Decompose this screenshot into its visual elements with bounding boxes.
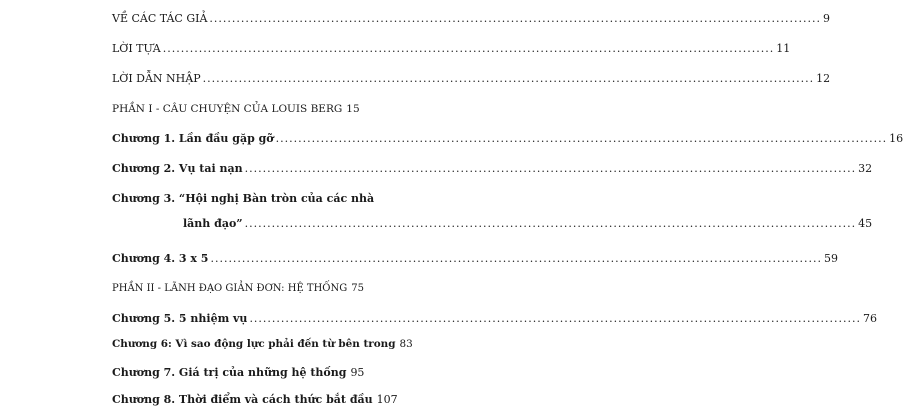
toc-entry-chapter-8	[112, 393, 398, 407]
toc-entry-preface	[112, 42, 791, 56]
toc-entry-title: Chương 1. Lần đầu gặp gỡ	[112, 132, 274, 145]
toc-entry-title: PHẦN II - LÃNH ĐẠO GIẢN ĐƠN: HỆ THỐNG	[112, 283, 348, 294]
toc-entry-page: 16	[889, 132, 903, 145]
toc-entry-page: 95	[350, 366, 365, 379]
toc-entry-page: 15	[346, 103, 360, 115]
toc-entry-page: 76	[862, 312, 877, 325]
toc-entry-part-2	[112, 282, 364, 296]
toc-entry-page: 9	[822, 12, 830, 25]
toc-entry-page: 107	[376, 393, 398, 406]
dot-leader	[203, 72, 815, 86]
toc-entry-title: Chương 2. Vụ tai nạn	[112, 162, 243, 175]
toc-entry-page: 32	[858, 162, 873, 175]
toc-entry-chapter-7	[112, 366, 365, 380]
toc-entry-page: 75	[351, 283, 364, 294]
toc-entry-chapter-4	[112, 252, 838, 266]
toc-entry-title: PHẦN I - CÂU CHUYỆN CỦA LOUIS BERG	[112, 103, 343, 115]
toc-entry-title: VỀ CÁC TÁC GIẢ	[112, 12, 208, 25]
dot-leader	[209, 12, 821, 26]
toc-entry-title: Chương 5. 5 nhiệm vụ	[112, 312, 248, 325]
toc-entry-title: Chương 6: Vì sao động lực phải đến từ bên trong	[112, 338, 396, 350]
toc-entry-chapter-2	[112, 162, 873, 176]
toc-entry-introduction	[112, 72, 831, 86]
toc-entry-chapter-5	[112, 312, 877, 326]
toc-entry-title-continued: lãnh đạo”	[183, 217, 243, 230]
toc-entry-page: 12	[816, 72, 831, 85]
dot-leader	[245, 162, 857, 176]
dot-leader	[249, 312, 861, 326]
dot-leader	[210, 252, 822, 266]
dot-leader	[276, 132, 888, 146]
toc-entry-chapter-6	[112, 337, 413, 351]
toc-entry-title: Chương 4. 3 x 5	[112, 252, 209, 265]
dot-leader	[245, 217, 857, 231]
toc-entry-title: Chương 3. “Hội nghị Bàn tròn của các nhà	[112, 192, 375, 205]
toc-entry-chapter-3	[112, 192, 873, 231]
toc-entry-title: Chương 8. Thời điểm và cách thức bắt đầu	[112, 393, 373, 406]
toc-entry-continuation	[112, 217, 873, 231]
dot-leader	[163, 42, 775, 56]
toc-entry-part-1	[112, 102, 360, 116]
toc-entry-chapter-1	[112, 132, 903, 146]
toc-entry-title: LỜI DẪN NHẬP	[112, 72, 201, 85]
toc-entry-page: 11	[776, 42, 791, 55]
toc-entry-about-authors	[112, 12, 830, 26]
toc-entry-page: 83	[399, 338, 413, 350]
toc-entry-page: 45	[858, 217, 873, 230]
toc-entry-page: 59	[824, 252, 838, 265]
toc-entry-title: Chương 7. Giá trị của những hệ thống	[112, 366, 347, 379]
toc-entry-title: LỜI TỰA	[112, 42, 161, 55]
